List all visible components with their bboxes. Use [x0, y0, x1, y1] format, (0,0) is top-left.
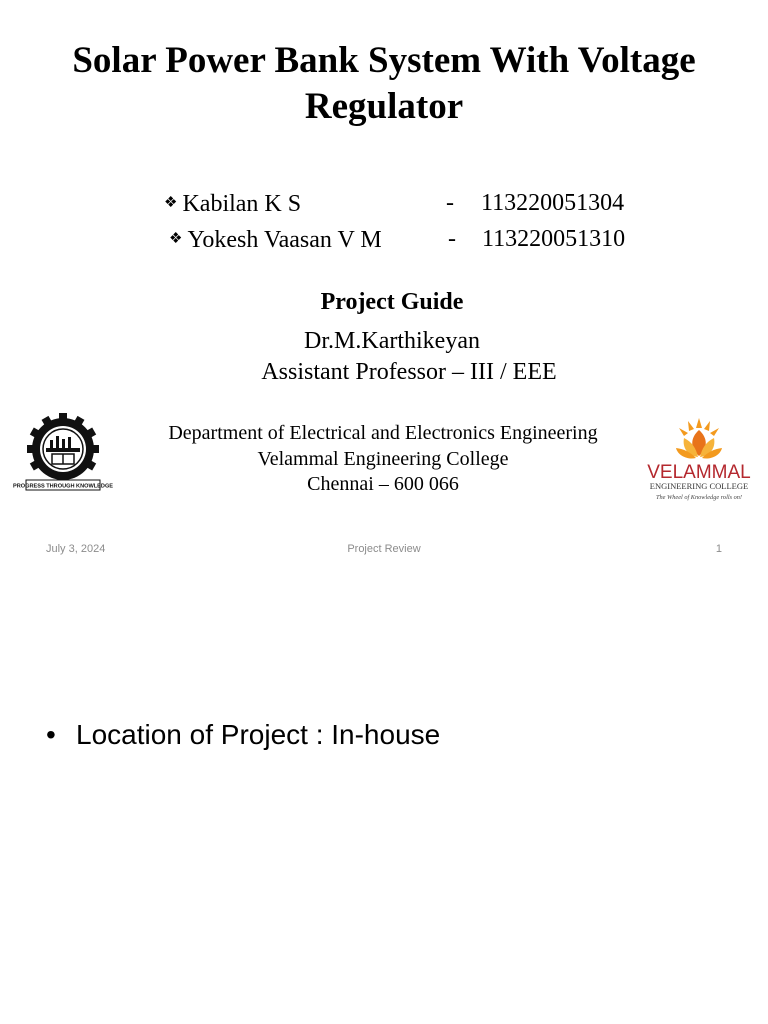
guide-heading: Project Guide	[320, 289, 464, 315]
anna-university-logo	[12, 412, 114, 494]
department-name: Department of Electrical and Electronics Engineering	[168, 422, 598, 444]
footer-center: Project Review	[347, 543, 421, 555]
logo-motto: PROGRESS THROUGH KNOWLEDGE	[12, 483, 114, 490]
location-text: Location of Project : In-house	[76, 719, 441, 750]
author-row	[169, 224, 382, 255]
diamond-bullet-icon: ❖	[164, 195, 178, 211]
guide-name: Dr.M.Karthikeyan	[304, 328, 480, 354]
slide-location	[0, 576, 768, 1024]
college-name: Velammal Engineering College	[257, 447, 509, 470]
author-dash: -	[448, 226, 456, 252]
footer-page-number: 1	[715, 543, 722, 555]
logo-tagline: The Wheel of Knowledge rolls on!	[656, 494, 742, 501]
author-id: 113220051304	[481, 190, 625, 216]
author-id: 113220051310	[482, 226, 626, 252]
department-block	[130, 421, 636, 498]
bullet-item	[46, 715, 440, 755]
author-row	[164, 188, 301, 219]
logo-subtitle: ENGINEERING COLLEGE	[649, 481, 749, 491]
author-name: Yokesh Vaasan V M	[187, 227, 382, 253]
author-name: Kabilan K S	[182, 191, 302, 217]
footer-date: July 3, 2024	[46, 543, 106, 555]
guide-role: Assistant Professor – III / EEE	[261, 359, 557, 385]
author-dash: -	[446, 190, 454, 216]
bullet-dot-icon: •	[46, 719, 56, 750]
logo-brand: VELAMMAL	[647, 462, 751, 483]
diamond-bullet-icon: ❖	[169, 231, 183, 247]
slide-title: Solar Power Bank System With Voltage Regulator	[72, 40, 696, 127]
velammal-logo	[638, 412, 760, 504]
college-address: Chennai – 600 066	[307, 473, 459, 495]
